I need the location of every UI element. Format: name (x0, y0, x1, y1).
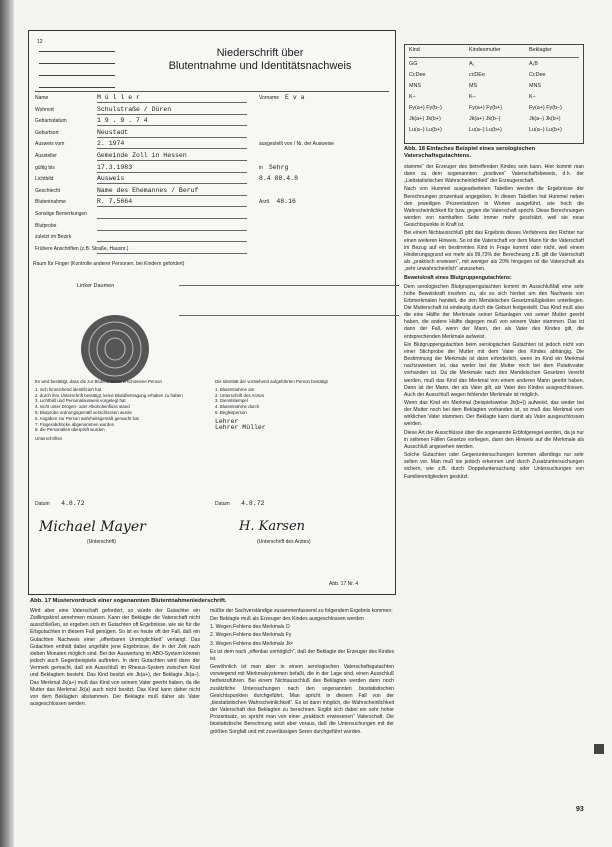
form-field-extra (259, 95, 305, 101)
form-field-value: M ü l l e r (97, 94, 140, 101)
paragraph: Es ist dem nach „offenbar unmöglich“, daß der Beklagte der Erzeuger des Kindes ist. (210, 648, 394, 662)
left-list-item: 6. Angaben zur Person wahrheitsgemäß gemacht hat (35, 415, 139, 421)
date-right-label: Datum (215, 501, 230, 507)
table-cell: K– (469, 94, 476, 100)
paragraph: Solche Gutachten oder Gegenuntersuchungen kommen allerdings nur sehr selten vor. Man muß sie jedoch erkennen und durch Zusatzuntersuchungen sichern, wie z.B. durch Doppeluntersuchung oder Untersuchungen von Familienmitgliedern gestützt. (404, 452, 584, 480)
paragraph: Diese Art der Ausschlüsse über die sogenannte Erbfolgeregel werden, da ja nur in seltenen Fällen Gesetze vorliegen, dann den Hinweis auf die Merkmale als Ausschluß angesehen werden. (404, 429, 584, 450)
photo-box-label: Raum für Finger (Kontrolle anderer Personen, bei Kindern gefordert) (33, 261, 185, 267)
form-header (35, 37, 389, 92)
form-field-extra (259, 141, 340, 147)
right-list-field-1: Lehrer (215, 417, 239, 425)
right-list-item: 5. Begleitperson (215, 409, 247, 415)
form-field-extra-label: Arztl. (259, 199, 271, 206)
page-binding-edge (0, 0, 14, 847)
form-field-row (35, 211, 97, 217)
form-field-value: Schulstraße / Düren (97, 105, 172, 113)
signature-left-label: (Unterschrift) (87, 539, 116, 545)
form-field-label: Geburtsdatum (35, 118, 67, 125)
form-field-row (35, 245, 129, 252)
form-field-row (35, 95, 140, 101)
table-header-cell: Kindesmutter (469, 47, 501, 53)
right-confirmation-list (215, 379, 385, 430)
table-cell: Lu(a–) Lu(b+) (529, 127, 562, 133)
table-cell: K– (409, 94, 416, 100)
left-list-item: 5. Blutprobe ordnungsgemäß verschlossen wurde (35, 409, 132, 415)
form-field-extra (259, 165, 288, 171)
form-header-code: 12 (37, 39, 43, 45)
left-confirmation-list (35, 379, 205, 442)
print-mark (594, 744, 604, 754)
paragraph: müßte der Sachverständige zusammenfassend zu folgendem Ergebnis kommen: (210, 608, 393, 614)
photo-caption: Linker Daumen (77, 283, 115, 289)
table-cell: CcDee (529, 72, 546, 78)
table-row (409, 72, 579, 80)
figure-caption-17: Abb. 17 Mustervordruck einer sogenannten Blutentnahmeniederschrift. (30, 598, 227, 604)
left-list-item: 3. Lichtbild und Personalausweis vorgelegt hat (35, 398, 126, 404)
form-field-value: 17.3.1983 (97, 163, 133, 171)
table-cell: MS (469, 83, 478, 89)
table-cell: Fy(a+) Fy(b–) (409, 105, 442, 111)
date-right-value: 4.8.72 (241, 500, 265, 507)
table-cell: Jk(a–) Jk(b+) (529, 116, 561, 122)
form-field-row (35, 223, 97, 229)
table-row (409, 127, 579, 135)
table-cell: A₁B (529, 61, 539, 67)
date-left (35, 501, 85, 507)
right-text-column (404, 164, 584, 482)
form-field-row (35, 141, 124, 147)
right-list-item: 3. Dienststempel (215, 398, 248, 404)
form-field-value: Neustadt (97, 128, 129, 136)
table-cell: Fy(a+) Fy(b–) (529, 105, 562, 111)
table-row (409, 116, 579, 124)
form-field-extra-value: Sehrg (268, 163, 289, 171)
form-field-extra-label: ausgestellt von / Nr. der Ausweise (259, 141, 335, 148)
paragraph: Wird aber eine Vaterschaft gefordert, so würde der Gutachter ein Zwillingskind annehmen müssen. Kann der Beklagte die Vaterschaft nicht ausschließen, so ergeben sich im Gutachten oft Ergebnisse, wie sie für die Erbgutachten in diesem Fall genügen. So ist es heute oft der Fall, daß ein Gutachten Nachweis einer „offenbaren Unmöglichkeit“ verlangt. Das Gutachten enthält dabei ungefähr jene Ergebnisse, die in der Zeit nach sieben Monaten möglich sind. Bei der Auswertung im ABO-System können jedoch auch Gegenbeispiele auftreten. In dem Gutachten wird dann der Vermerk gemacht, daß ein Ausschluß im Rhesus-System zwischen Kind und Beklagtem besteht. Das Kind besitzt ein Jk(a+), der Beklagte Jk(a–). Das Merkmal Jk(a+) muß das Kind von seinem Vater geerbt haben, da die Mutter das Merkmal Jk(a) auch nicht besitzt. Das Kind kann daher nicht von dem Beklagten abstammen. Der Beklagte muß daher als Vater ausgeschlossen werden. (30, 608, 200, 708)
bottom-middle-text-column (210, 608, 394, 737)
form-field-row (35, 176, 124, 182)
table-row (409, 105, 579, 113)
bottom-left-text-column (30, 608, 200, 709)
table-cell: Lu(a–) Lu(b+) (409, 127, 442, 133)
form-field-extra-value: 8.4 88.4.8 (259, 175, 299, 183)
form-field-label: Sonstige Bemerkungen (35, 211, 87, 217)
table-header-cell: Kind (409, 47, 420, 53)
table-row (409, 61, 579, 69)
table-cell: Jk(a+) Jk(b+) (409, 116, 441, 122)
paragraph: Dem serologischen Blutgruppengutachten kommt im Ausschlußfall eine sehr hohe Beweiskraft insofern zu, als es sich hierbei um den Nachweis von Erbmerkmalen handelt, die den Mendelschen Gesetzmäßigkeiten unterliegen. Die Mutterschaft ist eindeutig durch die Geburt festgestellt. Das Kind muß also die eine Hälfte der Merkmale seiner Erbanlagen von seiner Mutter geerbt haben, die andere Hälfte dagegen muß von seinem Vater stammen. Das ist dann der Fall, wenn der Mann, der als Vater des Kindes gilt, die entsprechenden Merkmale aufweist. (404, 283, 584, 340)
form-field-extra-value: E v a (285, 94, 305, 101)
table-row (409, 94, 579, 102)
form-field-label: Frühere Anschriften (z.B. Straße, Hausnr.) (35, 245, 129, 252)
table-cell: K– (529, 94, 536, 100)
table-header-cell: Beklagter (529, 47, 552, 53)
form-field-label: Blutprobe (35, 222, 57, 229)
form-title (155, 47, 365, 73)
table-cell: Fy(a+) Fy(b+) (469, 105, 502, 111)
table-row (409, 83, 579, 91)
form-field-row (35, 234, 97, 240)
signature-right: H. Karsen (239, 519, 306, 534)
form-field-label: gültig bis (35, 164, 55, 171)
form-field-value: 2. 1974 (97, 140, 125, 148)
form-field-extra-label: Vorname (259, 95, 280, 101)
photo-box (179, 255, 409, 345)
signature-right-label: (Unterschrift des Arztes) (257, 539, 311, 545)
right-list-item: 2. Unterschrift des Arztes (215, 392, 265, 398)
left-list-item: 2. durch ihre Unterschrift bestätigt, keine Blutübertragung erhalten zu haben (35, 392, 183, 398)
form-field-value: R. 7.5664 (97, 198, 133, 206)
form-field-label: Blutentnahme (35, 199, 66, 206)
form-field-extra (259, 176, 298, 182)
paragraph: Nach von Hummel ausgearbeiteten Tabellen werden die Ergebnisse der Berechnungen prozentual angegeben. In diesen Tabellen hat Hummel neben den jeweiligen Prozentsätzen in Worten ausgeführt, wie hoch die Wahrscheinlichkeit für bzw. gegen die Vaterschaft spricht. Diese Berechnungen werden von namhaften Seite immer mehr geschätzt, weil sie neue Gesichtspunkte in Kraft ist. (404, 186, 584, 229)
table-cell: MNS (529, 83, 541, 89)
form-footer-code: Abb. 17 Nr. 4 (329, 581, 359, 587)
paragraph: stamme“ der Erzeuger des betreffenden Kindes sein kann. Hier kommt man dann zu dem sogenannten „positiven“ Vaterschaftsbeweis, d.h. der „Liebstatistischen Wahrscheinlichkeit“ der Erzeugerschaft. (404, 164, 584, 185)
date-left-label: Datum (35, 501, 50, 507)
form-title-line2: Blutentnahme und Identitätsnachweis (168, 60, 352, 72)
form-field-label: Geburtsort (35, 129, 59, 136)
table-cell: GG (409, 61, 418, 67)
form-field-row (35, 199, 132, 205)
form-header-code-box (35, 37, 125, 91)
section-heading: Beweiskraft eines Blutgruppengutachtens: (404, 275, 512, 282)
form-field-label: Lichtbild (35, 176, 54, 183)
left-list-item: 4. nicht unter Drogen- oder Alkoholeinfluss stand (35, 404, 130, 410)
paragraph: 3. Wegen Fehlens des Merkmals Jkᵇ (210, 640, 293, 647)
table-cell: MNS (409, 83, 421, 89)
paragraph: Ein Blutgruppengutachten beim serologischen Gutachten ist jedoch nicht von einer Stichprobe der Mutter mit dem Vater des Kindes abhängig. Die Bestimmung der Merkmale ist dann erforderlich, wenn im Kind ein Merkmal nachzuweisen ist, das weder bei der Mutter noch bei dem Putativvater vorhanden ist. Da die Merkmale nach den Mendelschen Gesetzen vererbt werden, muß das Kind das Merkmal von einem anderen Mann geerbt haben. Dann ist der Mann, der als Vater gilt, als Vater des Kindes ausgeschlossen. Auch der Ausschluß wegen fehlender Merkmale ist möglich. (404, 341, 584, 398)
form-field-extra-value: 48.16 (276, 198, 296, 206)
form-field-label: Name (35, 95, 49, 101)
signature-left: Michael Mayer (39, 519, 146, 535)
form-title-line1: Niederschrift über (216, 47, 304, 59)
table-cell: ccDEe (469, 72, 485, 78)
form-field-label: Ausweis vom (35, 141, 65, 148)
paragraph: 1. Wegen Fehlens des Merkmals O (210, 624, 290, 631)
form-field-row (35, 165, 132, 171)
page-number: 93 (576, 806, 584, 813)
date-left-value: 4.8.72 (61, 500, 85, 507)
form-field-label: Wohnort (35, 106, 54, 113)
form-field-value: Ausweis (97, 175, 125, 183)
table-cell: CcDee (409, 72, 426, 78)
right-list-item: 4. Blutentnahme durch (215, 404, 260, 410)
form-frame (28, 30, 396, 595)
right-list-field-2: Lehrer Müller (215, 423, 266, 431)
paragraph: Bei einem Nichtausschluß gibt das Ergebnis dieses Verfahrens den Richter nur einen weiteren Hinweis. So ist die Vaterschaft vor dem Mann für die Vaterschaft im Bezug auf ein bestimmtes Kind in Frage kommt oder nicht, weil einem Hinderungsgrund vor mehr als 99,73% der Berechnung z.B. gilt die Vaterschaft als „praktisch erwiesen“, mit weniger als 20% hingegen ist die Vaterschaft als „sehr unwahrscheinlich“ anzusehen. (404, 230, 584, 273)
form-field-row (35, 153, 187, 159)
form-field-value: Gemeinde Zoll in Hessen (97, 152, 187, 159)
table-cell: Lu(a–) Lu(b+) (469, 127, 502, 133)
form-field-value: 1 9 . 9 . 7 4 (97, 117, 148, 125)
blood-group-table (404, 44, 584, 144)
right-list-item: 1. Blutentnahme am (215, 386, 255, 392)
paragraph: 2. Wegen Fehlens des Merkmals Fy (210, 632, 292, 639)
form-field-row (35, 118, 148, 124)
date-right (215, 501, 265, 507)
form-field-row (35, 188, 198, 194)
left-list-item: 7. Fingerabdrücke abgenommen wurden (35, 421, 115, 427)
paragraph: Wenn das Kind ein Merkmal (beispielsweise Jk(b+)) aufweist, das weder bei der Mutter noch bei dem Beklagten vorhanden ist, so muß das Merkmal vom wirklichen Vater stammen. Der Beklagte kann damit als Vater ausgeschlossen werden. (404, 400, 584, 428)
form-field-label: Geschlecht (35, 187, 61, 194)
table-cell: A₁ (469, 61, 475, 67)
left-list-item: 1. sich hinreichend identifiziert hat (35, 386, 102, 392)
table-cell: Jk(a+) Jk(b–) (469, 116, 501, 122)
form-field-row (35, 107, 171, 113)
figure-caption-18: Abb. 18 Einfaches Beispiel eines serologischen Vaterschaftsgutachtens. (404, 146, 536, 159)
right-list-title: Die Identität der vorstehend aufgeführten Person bestätigt (215, 379, 328, 384)
left-list-title: Es wird bestätigt, dass die zur Blutentnahme erschienene Person (35, 379, 162, 384)
form-field-label: Aussteller (35, 153, 57, 159)
form-field-value: Name des Ehemannes / Beruf (97, 186, 199, 194)
left-list-footer: Unterschriften (35, 436, 63, 442)
form-field-row (35, 130, 128, 136)
paragraph: Gewöhnlich ist man aber in einem serologischen Vaterschaftsgutachten vorwiegend mit Merkmalsystemen befaßt, die in der Lage sind, einen Ausschluß herbeizuführen. Bei einem Nichtausschluß des Beklagten werden dann noch zusätzliche Untersuchungen nach den sogenannten biostatistischen Gesichtspunkten durchgeführt. Man spricht in diesem Fall von der „biostatistischen Wahrscheinlichkeit“. Es ist dann möglich, die Wahrscheinlichkeit der Vaterschaft des Beklagten zu berechnen. Ergibt sich dabei ein sehr hoher Prozentsatz, so spricht man von einer „praktisch erwiesenen“ Vaterschaft. Die biostatistische Berechnung setzt aber voraus, daß die Untersuchungen mit der größten Sorgfalt und mit zuverlässigen Seren durchgeführt wurden. (210, 664, 394, 735)
form-field-extra (259, 199, 296, 205)
left-list-item: 8. die Personalien überprüft wurden (35, 427, 105, 433)
paragraph: Der Beklagte muß als Erzeuger des Kindes ausgeschlossen werden (210, 616, 364, 623)
form-field-label: zuletzt im Bezirk (35, 234, 72, 241)
form-field-extra-label: in (259, 164, 263, 171)
